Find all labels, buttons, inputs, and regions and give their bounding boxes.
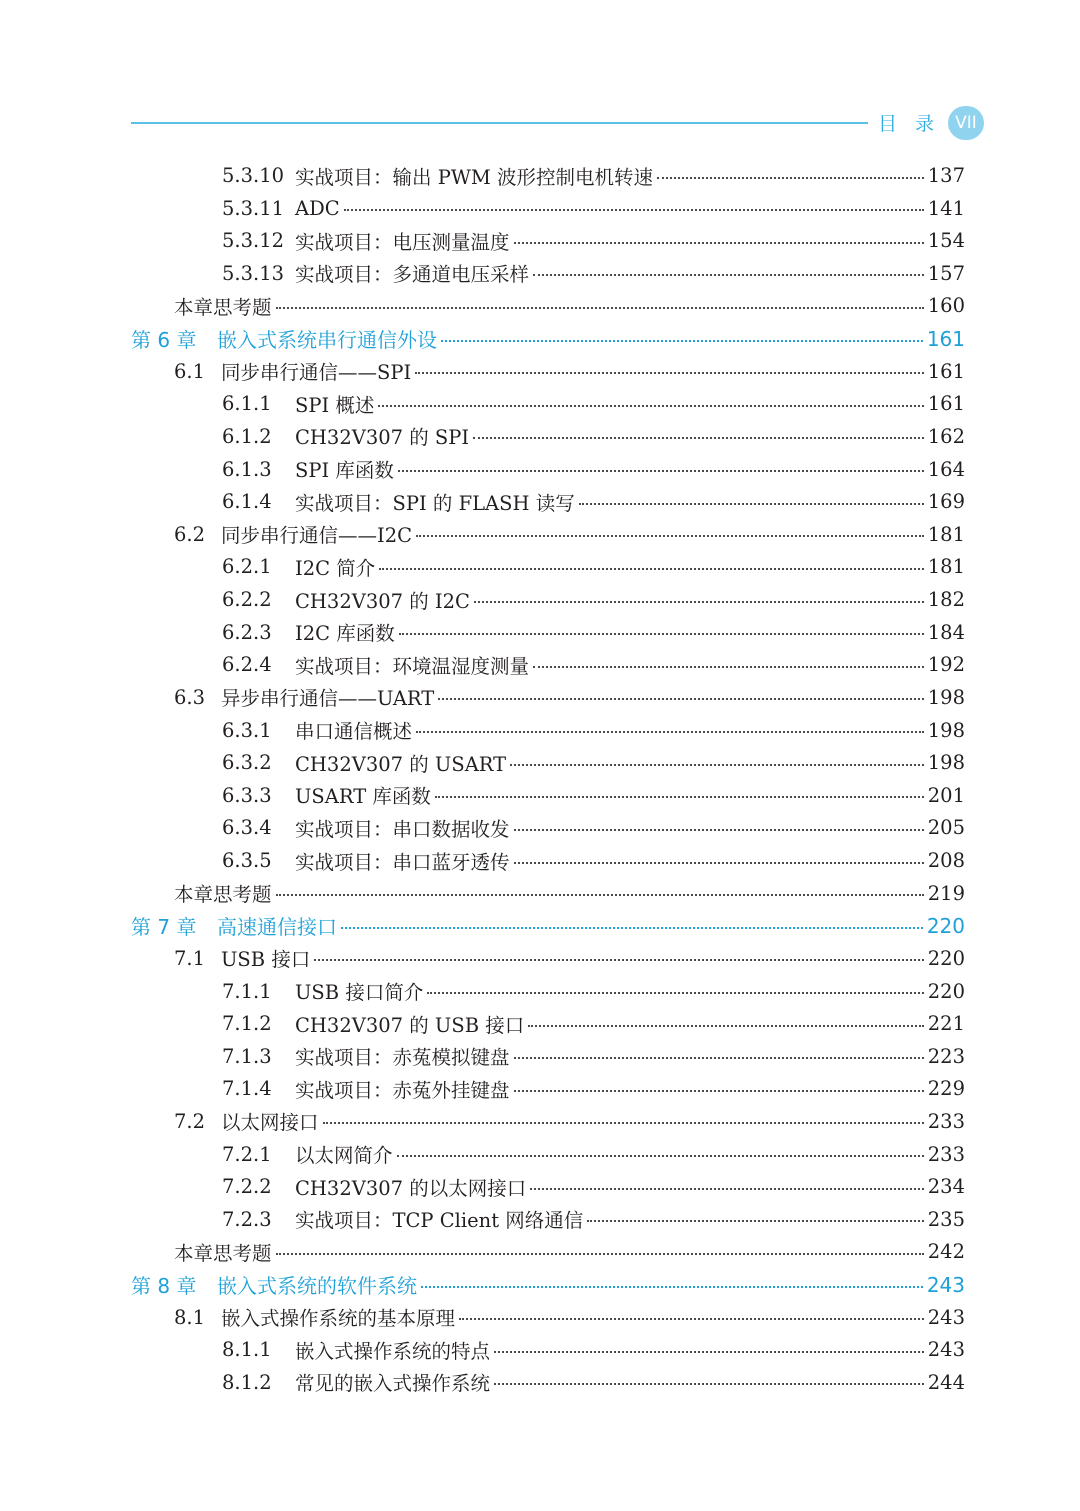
toc-number: 6.1.4: [222, 490, 272, 514]
toc-title: 异步串行通信——UART: [221, 687, 435, 711]
toc-title: USB 接口简介: [295, 981, 424, 1004]
header-title: 目 录: [878, 113, 941, 135]
toc-number: 6.3.5: [222, 849, 272, 873]
toc-page-number: 220: [927, 979, 965, 1003]
toc-leader-dots: [416, 535, 924, 537]
page-number-badge: [948, 106, 984, 140]
toc-page-number: 198: [927, 685, 965, 709]
toc-leader-dots: [459, 1318, 924, 1320]
toc-title: 嵌入式操作系统的特点: [295, 1339, 491, 1363]
toc-title: 实战项目：电压测量温度: [295, 230, 510, 254]
toc-title: 嵌入式操作系统的基本原理: [221, 1307, 456, 1331]
toc-page-number: 198: [927, 751, 965, 775]
toc-leader-dots: [435, 796, 924, 798]
toc-chapter-row[interactable]: [131, 909, 965, 942]
toc-leader-dots: [494, 1383, 924, 1385]
toc-title: CH32V307 的以太网接口: [295, 1176, 527, 1200]
toc-page-number: 161: [927, 359, 965, 383]
toc-subsection-row[interactable]: [222, 224, 965, 257]
toc-page-number: 208: [927, 849, 965, 873]
toc-title: 本章思考题: [174, 883, 272, 907]
toc-page-number: 182: [927, 588, 965, 612]
toc-title: 实战项目：串口蓝牙透传: [295, 850, 510, 874]
toc-section-row[interactable]: [174, 355, 965, 388]
toc-page-number: 154: [927, 229, 965, 253]
toc-title: 实战项目：TCP Client 网络通信: [295, 1209, 584, 1233]
toc-section-row[interactable]: [174, 1105, 965, 1138]
toc-title: 同步串行通信——SPI: [221, 361, 412, 385]
toc-number: 7.2.3: [222, 1207, 272, 1231]
toc-leader-dots: [397, 1155, 924, 1157]
toc-leader-dots: [514, 829, 924, 831]
toc-subsection-row[interactable]: [222, 257, 965, 290]
toc-leader-dots: [276, 894, 924, 896]
toc-page-number: 223: [927, 1044, 965, 1068]
toc-leader-dots: [528, 1025, 924, 1027]
toc-number: 7.1.4: [222, 1077, 272, 1101]
toc-subsection-row[interactable]: [222, 1072, 965, 1105]
toc-page-number: 233: [927, 1142, 965, 1166]
toc-title: 常见的嵌入式操作系统: [295, 1372, 491, 1396]
toc-title: CH32V307 的 SPI: [295, 426, 470, 450]
toc-title: 实战项目：SPI 的 FLASH 读写: [295, 491, 575, 515]
toc-number: 第 8 章: [131, 1274, 197, 1299]
toc-section-row[interactable]: [174, 1301, 965, 1334]
toc-number: 7.1.2: [222, 1012, 272, 1036]
toc-number: 5.3.13: [222, 261, 285, 285]
toc-title: 串口通信概述: [295, 720, 413, 744]
toc-title: ADC: [295, 196, 340, 220]
toc-page-number: 141: [927, 196, 965, 220]
toc-leader-dots: [427, 992, 923, 994]
toc-leader-dots: [579, 503, 924, 505]
toc-section-row[interactable]: [174, 942, 965, 975]
toc-title: USART 库函数: [295, 785, 431, 809]
toc-subsection-row[interactable]: [222, 420, 965, 453]
toc-subsection-row[interactable]: [222, 550, 965, 583]
toc-number: 6.1.1: [222, 392, 272, 416]
toc-number: 5.3.10: [222, 164, 285, 187]
toc-leader-dots: [276, 307, 924, 309]
toc-title: 以太网简介: [295, 1144, 393, 1168]
toc-page-number: 219: [927, 881, 965, 905]
toc-subsection-row[interactable]: [222, 192, 965, 225]
toc-subsection-row[interactable]: [222, 159, 965, 192]
toc-page-number: 220: [926, 913, 965, 938]
toc-number: 第 7 章: [131, 915, 197, 940]
toc-subsection-row[interactable]: [222, 1366, 965, 1399]
toc-title: 实战项目：环境温湿度测量: [295, 654, 530, 678]
toc-leader-dots: [398, 470, 924, 472]
toc-leader-dots: [415, 372, 924, 374]
toc-page-number: 220: [927, 946, 965, 970]
toc-number: 5.3.11: [222, 196, 285, 220]
toc-title: 实战项目：赤菟模拟键盘: [295, 1046, 510, 1070]
toc-title: 本章思考题: [174, 1241, 272, 1265]
toc-subsection-row[interactable]: [222, 485, 965, 518]
toc-number: 6.2.1: [222, 555, 272, 579]
toc-subsection-row[interactable]: [222, 1007, 965, 1040]
toc-leader-dots: [323, 1122, 924, 1124]
toc-title: SPI 概述: [295, 393, 375, 417]
toc-page-number: 181: [927, 555, 965, 579]
toc-page-number: 169: [927, 490, 965, 514]
toc-leader-dots: [421, 1286, 923, 1288]
toc-chapter-row[interactable]: [131, 322, 965, 355]
toc-leader-dots: [514, 1057, 924, 1059]
toc-section-row[interactable]: [174, 681, 965, 714]
toc-subsection-row[interactable]: [222, 616, 965, 649]
toc-subsection-row[interactable]: [222, 583, 965, 616]
toc-subsection-row[interactable]: [222, 746, 965, 779]
toc-subsection-row[interactable]: [222, 714, 965, 747]
toc-page-number: 244: [927, 1370, 965, 1394]
toc-title: 实战项目：多通道电压采样: [295, 263, 530, 287]
toc-subsection-row[interactable]: [222, 387, 965, 420]
toc-subsection-row[interactable]: [222, 1203, 965, 1236]
toc-subsection-row[interactable]: [222, 648, 965, 681]
toc-leader-dots: [416, 731, 924, 733]
toc-title: CH32V307 的 USART: [295, 752, 507, 776]
toc-subsection-row[interactable]: [222, 453, 965, 486]
toc-number: 7.2: [174, 1109, 206, 1133]
toc-subsection-row[interactable]: [222, 844, 965, 877]
toc-leader-dots: [379, 568, 924, 570]
toc-page-number: 235: [927, 1207, 965, 1231]
toc-page-number: 198: [927, 718, 965, 742]
toc-page-number: 164: [927, 457, 965, 481]
toc-leader-dots: [314, 959, 923, 961]
toc-title: 同步串行通信——I2C: [221, 524, 413, 548]
toc-leader-dots: [494, 1351, 924, 1353]
toc-leader-dots: [514, 1090, 924, 1092]
toc-number: 6.2: [174, 522, 206, 546]
toc-leader-dots: [474, 601, 924, 603]
toc-page-number: 243: [927, 1338, 965, 1362]
toc-summary-row[interactable]: [174, 289, 965, 322]
toc-number: 7.1.3: [222, 1044, 272, 1068]
toc-title: 实战项目：赤菟外挂键盘: [295, 1078, 510, 1102]
toc-leader-dots: [510, 764, 924, 766]
toc-number: 6.3.4: [222, 816, 272, 840]
toc-leader-dots: [473, 437, 924, 439]
toc-leader-dots: [587, 1220, 923, 1222]
toc-number: 6.3.1: [222, 718, 272, 742]
toc-page-number: 192: [927, 653, 965, 677]
toc-number: 6.2.2: [222, 588, 272, 612]
toc-number: 6.3: [174, 685, 206, 709]
toc-number: 6.3.2: [222, 751, 272, 775]
toc-leader-dots: [514, 242, 924, 244]
toc-leader-dots: [533, 274, 924, 276]
toc-subsection-row[interactable]: [222, 779, 965, 812]
toc-page-number: 243: [926, 1272, 965, 1297]
header-rule: [131, 122, 868, 124]
toc-section-row[interactable]: [174, 518, 965, 551]
toc-leader-dots: [441, 340, 923, 342]
toc-number: 8.1.2: [222, 1370, 272, 1394]
toc-leader-dots: [514, 862, 924, 864]
toc-leader-dots: [341, 927, 923, 929]
toc-page-number: 162: [927, 424, 965, 448]
toc-leader-dots: [530, 1188, 924, 1190]
toc-subsection-row[interactable]: [222, 1333, 965, 1366]
toc-page-number: 181: [927, 522, 965, 546]
toc-page-number: 137: [927, 164, 965, 187]
toc-page-number: 243: [927, 1305, 965, 1329]
toc-leader-dots: [344, 209, 924, 211]
toc-summary-row[interactable]: [174, 1235, 965, 1268]
toc-title: CH32V307 的 USB 接口: [295, 1013, 525, 1037]
toc-page-number: 205: [927, 816, 965, 840]
toc-number: 7.2.2: [222, 1175, 272, 1199]
toc-summary-row[interactable]: [174, 877, 965, 910]
toc-leader-dots: [438, 698, 924, 700]
toc-page-number: 201: [927, 783, 965, 807]
toc-title: CH32V307 的 I2C: [295, 589, 470, 613]
toc-title: 嵌入式系统串行通信外设: [217, 328, 437, 353]
toc-number: 6.2.3: [222, 620, 272, 644]
toc-number: 8.1.1: [222, 1338, 272, 1362]
page-number: VII: [955, 113, 977, 133]
toc-title: SPI 库函数: [295, 459, 394, 483]
toc-page-number: 221: [927, 1012, 965, 1036]
toc-page-number: 234: [927, 1175, 965, 1199]
toc-number: 5.3.12: [222, 229, 285, 253]
toc-page-number: 229: [927, 1077, 965, 1101]
toc-title: 本章思考题: [174, 295, 272, 319]
toc-title: I2C 简介: [295, 556, 376, 580]
toc-subsection-row[interactable]: [222, 1138, 965, 1171]
toc-chapter-row[interactable]: [131, 1268, 965, 1301]
toc-subsection-row[interactable]: [222, 1170, 965, 1203]
toc-number: 6.1: [174, 359, 206, 383]
toc-number: 6.2.4: [222, 653, 272, 677]
toc-leader-dots: [533, 666, 924, 668]
toc-page-number: 160: [927, 294, 965, 318]
toc-page-number: 161: [927, 392, 965, 416]
toc-number: 8.1: [174, 1305, 206, 1329]
toc-leader-dots: [399, 633, 924, 635]
toc-title: 嵌入式系统的软件系统: [217, 1274, 417, 1299]
toc-number: 6.1.3: [222, 457, 272, 481]
toc-number: 7.1: [174, 946, 206, 970]
toc-title: I2C 库函数: [295, 622, 395, 646]
toc-subsection-row[interactable]: [222, 1040, 965, 1073]
toc-title: 以太网接口: [221, 1111, 319, 1135]
toc-title: 实战项目：输出 PWM 波形控制电机转速: [295, 165, 654, 189]
toc-leader-dots: [276, 1253, 924, 1255]
toc-title: 高速通信接口: [217, 915, 337, 940]
toc-page-number: 242: [927, 1240, 965, 1264]
toc-number: 7.1.1: [222, 979, 272, 1003]
toc-number: 7.2.1: [222, 1142, 272, 1166]
toc-title: 实战项目：串口数据收发: [295, 817, 510, 841]
toc-number: 6.1.2: [222, 424, 272, 448]
toc-page-number: 233: [927, 1109, 965, 1133]
toc-leader-dots: [378, 405, 923, 407]
toc-subsection-row[interactable]: [222, 975, 965, 1008]
toc-title: USB 接口: [221, 948, 311, 972]
toc-number: 6.3.3: [222, 783, 272, 807]
toc-subsection-row[interactable]: [222, 811, 965, 844]
toc-page-number: 157: [927, 261, 965, 285]
toc-leader-dots: [657, 177, 924, 179]
toc-page-number: 161: [926, 326, 965, 351]
toc-number: 第 6 章: [131, 328, 197, 353]
toc-page-number: 184: [927, 620, 965, 644]
